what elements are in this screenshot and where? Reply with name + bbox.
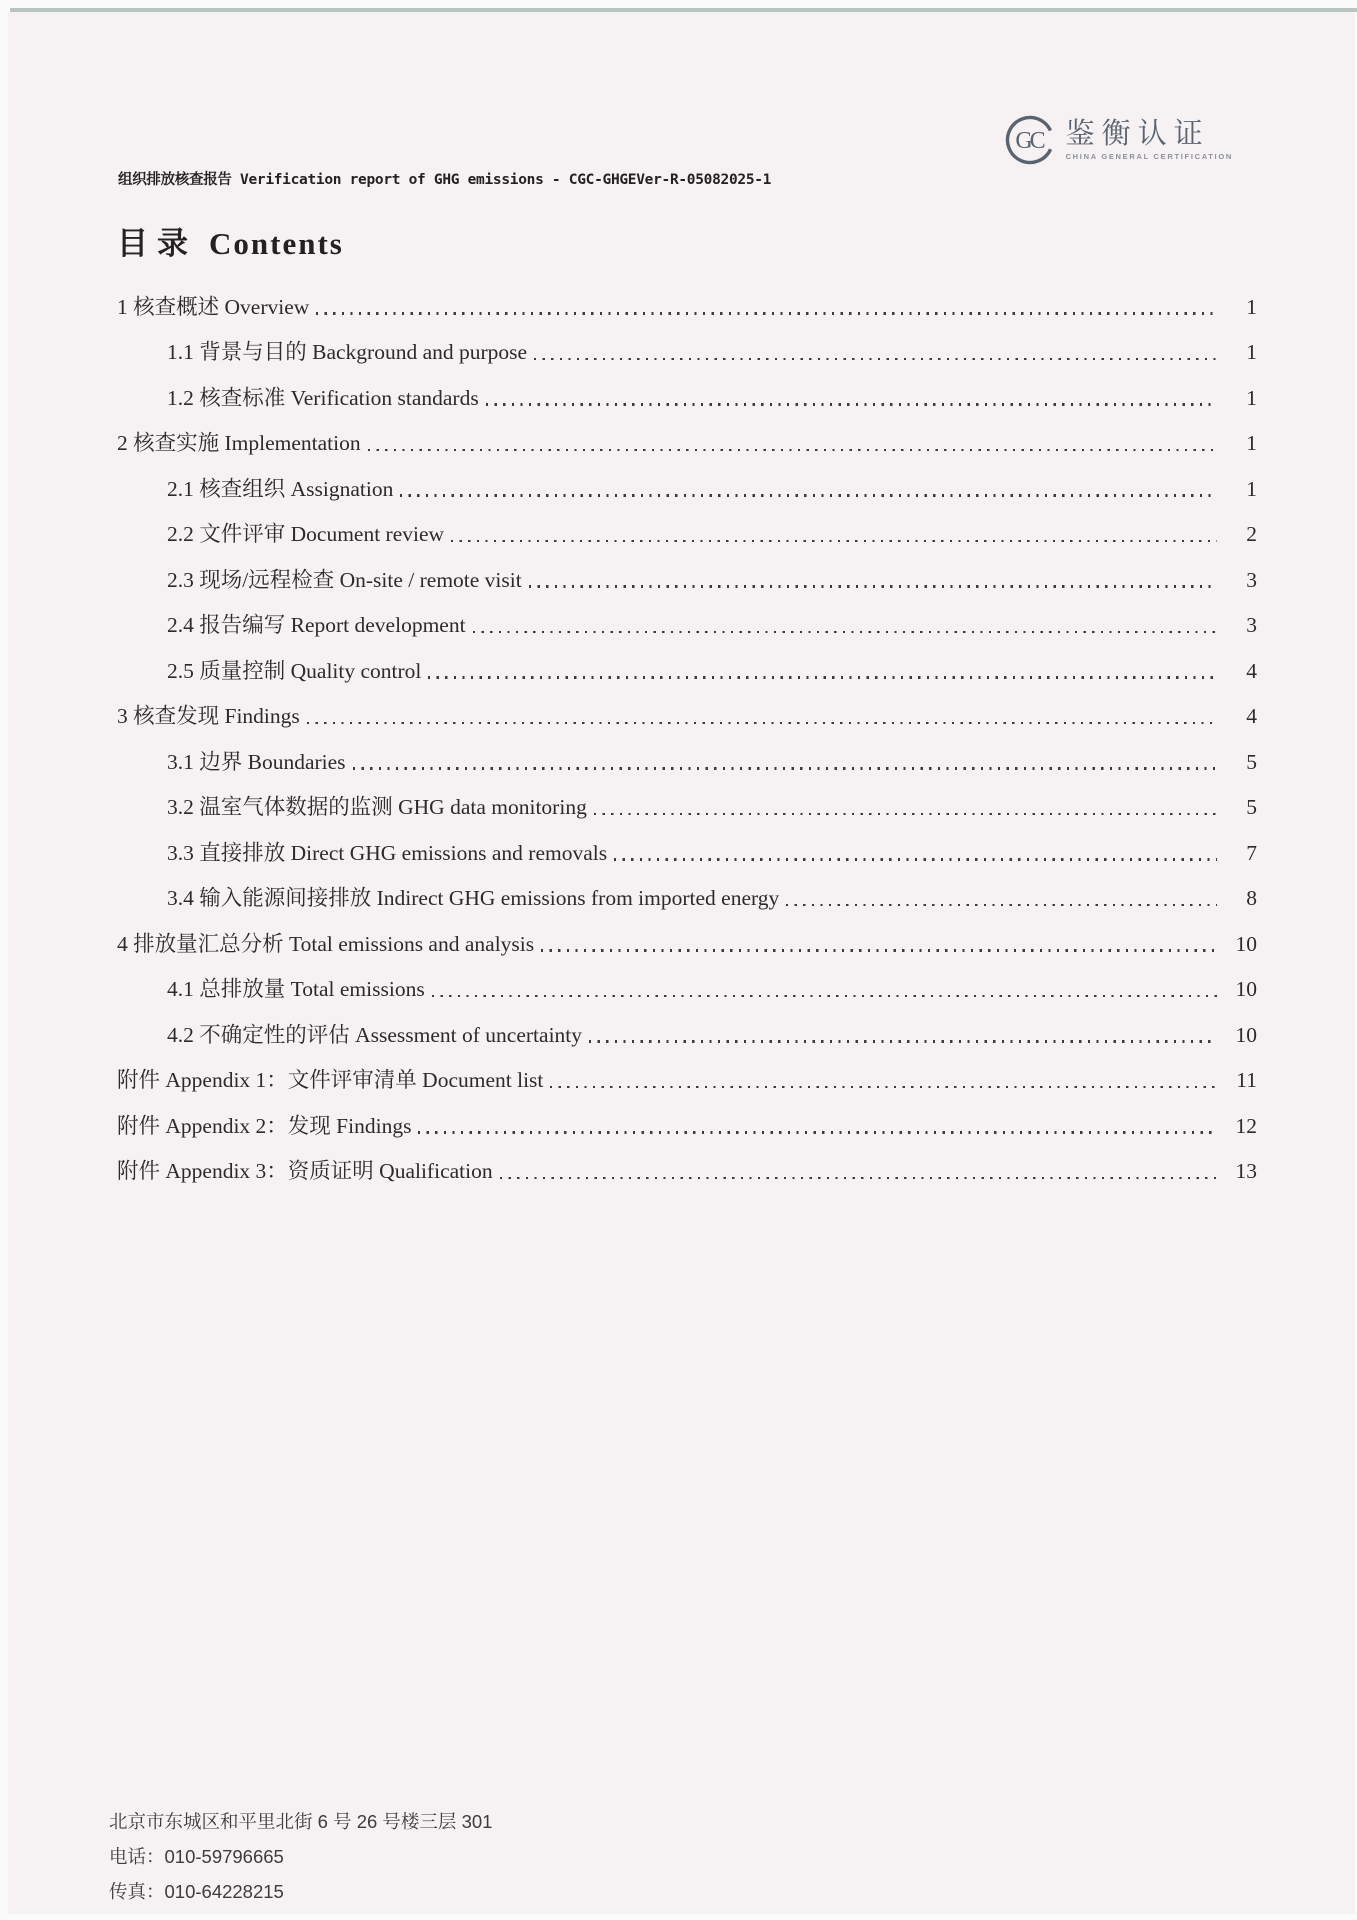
toc-entry-page: 1 <box>1246 476 1257 501</box>
toc-dot-leader <box>316 312 1217 314</box>
footer-phone: 电话：010-59796665 <box>109 1846 284 1867</box>
document-page <box>8 12 1355 1914</box>
toc-entry-page: 10 <box>1235 1022 1257 1047</box>
toc-dot-leader <box>486 403 1217 405</box>
toc-dot-leader <box>432 995 1217 997</box>
toc-list <box>117 274 1257 1184</box>
toc-entry-label: 1.2 核查标准 Verification standards <box>167 385 479 410</box>
toc-dot-leader <box>307 722 1217 724</box>
toc-row <box>117 320 1257 366</box>
toc-row <box>117 593 1257 639</box>
toc-row <box>117 1139 1257 1185</box>
toc-entry-page: 1 <box>1246 431 1257 456</box>
logo-text <box>1066 119 1233 161</box>
toc-dot-leader <box>418 1131 1217 1133</box>
toc-row <box>117 911 1257 957</box>
toc-entry-label: 附件 Appendix 3：资质证明 Qualification <box>117 1159 493 1184</box>
toc-row <box>117 1048 1257 1094</box>
toc-entry-page: 7 <box>1246 840 1257 865</box>
toc-entry-label: 2.2 文件评审 Document review <box>167 522 445 547</box>
toc-dot-leader <box>451 540 1217 542</box>
logo-name-cn: 鉴衡认证 <box>1065 117 1210 150</box>
toc-entry-label: 3.4 输入能源间接排放 Indirect GHG emissions from imported energy <box>167 886 780 911</box>
toc-row <box>117 365 1257 411</box>
toc-dot-leader <box>500 1177 1217 1179</box>
toc-entry-page: 1 <box>1246 294 1257 319</box>
toc-entry-label: 3.3 直接排放 Direct GHG emissions and removals <box>167 840 608 865</box>
toc-dot-leader <box>428 676 1217 678</box>
toc-title-en: Contents <box>209 226 344 261</box>
toc-entry-label: 2.1 核查组织 Assignation <box>167 476 394 501</box>
toc-row <box>117 729 1257 775</box>
toc-entry-label: 2 核查实施 Implementation <box>117 431 361 456</box>
toc-entry-page: 4 <box>1246 704 1257 729</box>
toc-entry-label: 附件 Appendix 1：文件评审清单 Document list <box>117 1068 544 1093</box>
toc-dot-leader <box>353 767 1217 769</box>
toc-dot-leader <box>614 858 1217 860</box>
toc-row <box>117 274 1257 320</box>
toc-entry-label: 附件 Appendix 2：发现 Findings <box>117 1113 412 1138</box>
gc-logo-icon <box>1004 114 1056 166</box>
toc-entry-page: 10 <box>1235 977 1257 1002</box>
toc-row <box>117 866 1257 912</box>
toc-entry-label: 2.3 现场/远程检查 On-site / remote visit <box>167 567 522 592</box>
toc-row <box>117 1002 1257 1048</box>
toc-entry-label: 4.2 不确定性的评估 Assessment of uncertainty <box>167 1022 583 1047</box>
toc-entry-page: 13 <box>1235 1159 1257 1184</box>
footer-contact-block <box>109 1804 492 1909</box>
toc-row <box>117 547 1257 593</box>
certification-logo <box>1004 114 1233 166</box>
toc-entry-label: 4.1 总排放量 Total emissions <box>167 977 425 1002</box>
toc-row <box>117 502 1257 548</box>
toc-entry-label: 3.2 温室气体数据的监测 GHG data monitoring <box>167 795 587 820</box>
logo-name-en: CHINA GENERAL CERTIFICATION <box>1065 152 1233 162</box>
document-header-title: 组织排放核查报告 Verification report of GHG emissions - CGC-GHGEVer-R-05082025-1 <box>118 172 772 188</box>
toc-entry-label: 2.4 报告编写 Report development <box>167 613 466 638</box>
toc-entry-page: 5 <box>1246 795 1257 820</box>
toc-entry-label: 3.1 边界 Boundaries <box>167 749 346 774</box>
svg-text:GC: GC <box>1014 128 1043 154</box>
toc-dot-leader <box>550 1086 1217 1088</box>
toc-dot-leader <box>786 904 1217 906</box>
toc-dot-leader <box>473 631 1217 633</box>
toc-dot-leader <box>541 949 1217 951</box>
toc-entry-label: 2.5 质量控制 Quality control <box>167 658 422 683</box>
toc-row <box>117 456 1257 502</box>
toc-entry-page: 4 <box>1246 658 1257 683</box>
toc-dot-leader <box>589 1040 1217 1042</box>
toc-entry-label: 3 核查发现 Findings <box>117 704 300 729</box>
toc-entry-page: 10 <box>1235 931 1257 956</box>
toc-dot-leader <box>534 358 1217 360</box>
toc-row <box>117 775 1257 821</box>
toc-entry-page: 5 <box>1246 749 1257 774</box>
toc-entry-page: 8 <box>1246 886 1257 911</box>
toc-entry-page: 1 <box>1246 340 1257 365</box>
toc-row <box>117 957 1257 1003</box>
toc-dot-leader <box>594 813 1217 815</box>
toc-entry-label: 1.1 背景与目的 Background and purpose <box>167 340 528 365</box>
toc-row <box>117 411 1257 457</box>
toc-entry-page: 3 <box>1246 613 1257 638</box>
toc-row <box>117 1093 1257 1139</box>
footer-address: 北京市东城区和平里北街 6 号 26 号楼三层 301 <box>109 1811 493 1832</box>
toc-entry-page: 1 <box>1246 385 1257 410</box>
toc-entry-page: 12 <box>1235 1113 1257 1138</box>
toc-row <box>117 638 1257 684</box>
toc-entry-page: 3 <box>1246 567 1257 592</box>
toc-entry-page: 2 <box>1246 522 1257 547</box>
toc-title-cn: 目录 <box>117 226 197 261</box>
toc-dot-leader <box>368 449 1217 451</box>
toc-dot-leader <box>400 494 1217 496</box>
toc-entry-page: 11 <box>1236 1068 1257 1093</box>
toc-row <box>117 684 1257 730</box>
footer-fax: 传真：010-64228215 <box>109 1881 284 1902</box>
toc-entry-label: 4 排放量汇总分析 Total emissions and analysis <box>117 931 535 956</box>
toc-dot-leader <box>529 585 1217 587</box>
toc-title <box>117 218 344 263</box>
toc-row <box>117 820 1257 866</box>
toc-entry-label: 1 核查概述 Overview <box>117 294 310 319</box>
